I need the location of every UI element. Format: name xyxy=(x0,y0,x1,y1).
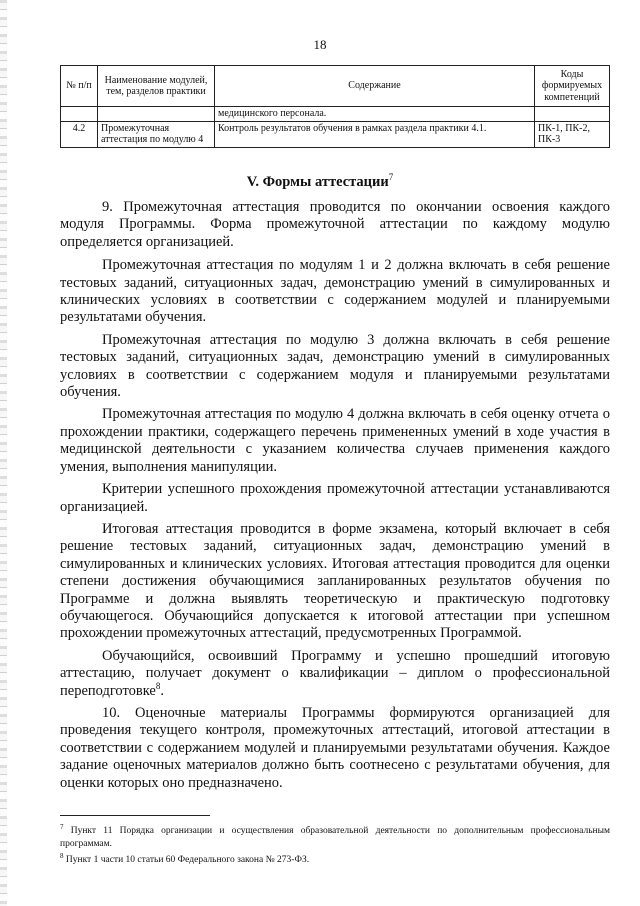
table-header-row xyxy=(61,66,610,107)
scan-edge-artifact xyxy=(0,0,7,906)
section-title xyxy=(0,172,640,191)
cell-num xyxy=(61,107,98,122)
footnote-mark: 7 xyxy=(60,823,64,831)
header-name: Наименование модулей, тем, разделов практики xyxy=(98,66,215,107)
cell-codes xyxy=(535,107,610,122)
footnote-ref-8: 8 xyxy=(155,680,161,691)
table-row xyxy=(61,107,610,122)
paragraph-final-attestation: Итоговая аттестация проводится в форме экзамена, который включает в себя решение тестовых заданий, ситуационных задач, демонстрацию умений в симулированных и клинических условиях. Итоговая аттестация проводится для оценки степени достижения обучающимися запланированных результатов обучения по Программе и должна выявлять теоретическую и практическую подготовку обучающегося. Обучающийся допускается к итоговой аттестации при успешном прохождении промежуточных аттестаций, предусмотренных Программой. xyxy=(60,520,610,642)
header-num: № п/п xyxy=(61,66,98,107)
paragraph-9: 9. Промежуточная аттестация проводится по окончании освоения каждого модуля Программы. Форма промежуточной аттестации по каждому модулю определяется организацией. xyxy=(60,199,610,250)
footnotes xyxy=(60,821,610,867)
body-text xyxy=(60,199,610,797)
cell-name xyxy=(98,107,215,122)
header-content: Содержание xyxy=(215,66,535,107)
paragraph-criteria: Критерии успешного прохождения промежуточной аттестации устанавливаются организацией. xyxy=(60,481,610,515)
paragraph-modules-1-2: Промежуточная аттестация по модулям 1 и 2 должна включать в себя решение тестовых заданий, ситуационных задач, демонстрацию умений в симулированных и клинических условиях в соответствии с содержанием модулей и планируемыми результатами обучения. xyxy=(60,257,610,326)
footnote-text: Пункт 1 части 10 статьи 60 Федерального закона № 273-ФЗ. xyxy=(65,855,310,866)
competency-table xyxy=(60,65,610,148)
cell-name: Промежуточная аттестация по модулю 4 xyxy=(98,121,215,147)
cell-content: медицинского персонала. xyxy=(215,107,535,122)
cell-content: Контроль результатов обучения в рамках раздела практики 4.1. xyxy=(215,121,535,147)
footnote-mark: 8 xyxy=(60,852,64,861)
footnote xyxy=(60,850,610,867)
footnote-divider xyxy=(60,815,210,816)
paragraph-module-4: Промежуточная аттестация по модулю 4 должна включать в себя оценку отчета о прохождении практики, содержащего перечень примененных умений в ходе участия в медицинской деятельности с указанием количества случаев применения каждого умения, выполнения манипуляции. xyxy=(60,406,610,475)
cell-codes: ПК-1, ПК-2, ПК-3 xyxy=(535,121,610,147)
footnote-ref-7: 7 xyxy=(388,172,394,182)
paragraph-module-3: Промежуточная аттестация по модулю 3 должна включать в себя решение тестовых заданий, ситуационных задач, демонстрацию умений в симулированных условиях в соответствии с содержанием модуля и планируемыми результатами обучения. xyxy=(60,331,610,401)
page-number: 18 xyxy=(313,37,327,52)
header-codes: Коды формируемых компетенций xyxy=(535,66,610,107)
footnote-text: Пункт 11 Порядка организации и осуществления образовательной деятельности по дополнительным профессиональным программам. xyxy=(60,826,610,849)
section-title-text: V. Формы аттестации xyxy=(246,173,389,190)
cell-num: 4.2 xyxy=(61,121,98,147)
paragraph-diploma-text: Обучающийся, освоивший Программу и успешно прошедший итоговую аттестацию, получает документ о квалификации – диплом о профессиональной переподготовке xyxy=(60,647,610,699)
footnote xyxy=(60,821,610,850)
paragraph-diploma: Обучающийся, освоивший Программу и успешно прошедший итоговую аттестацию, получает документ о квалификации – диплом о профессиональной переподготовке$^8$. xyxy=(60,647,610,699)
paragraph-10: 10. Оценочные материалы Программы формируются организацией для проведения текущего контроля, промежуточных аттестаций, итоговой аттестации в соответствии с содержанием модулей и планируемыми результатами обучения. Каждое задание оценочных материалов должно быть соотнесено с результатами обучения, для оценки которых оно предназначено. xyxy=(60,704,610,791)
table-row xyxy=(61,121,610,147)
